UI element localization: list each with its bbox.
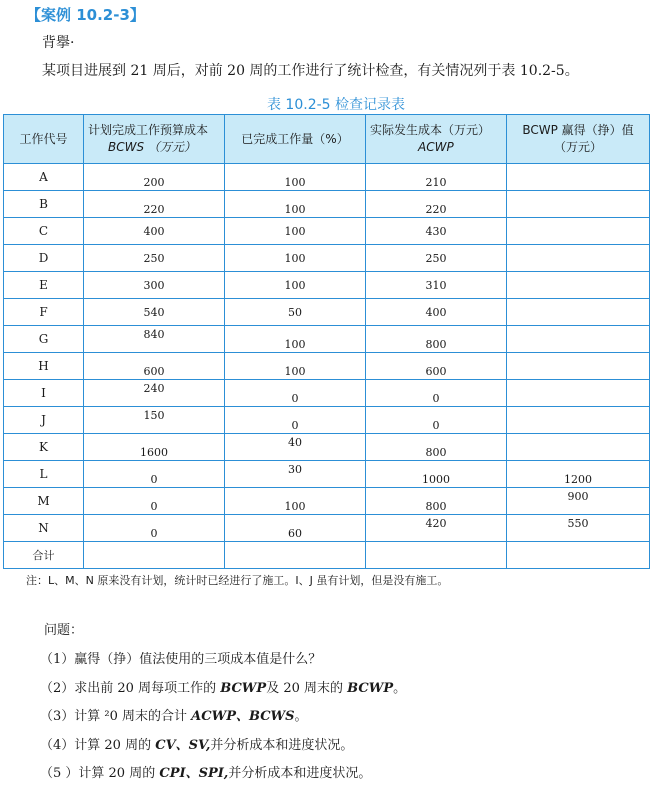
cell-bcws: 600 <box>84 353 225 380</box>
cell-code: C <box>4 218 84 245</box>
cell-completed <box>225 542 366 569</box>
header-code: 工作代号 <box>4 115 84 164</box>
cell-acwp: 600 <box>366 353 507 380</box>
cell-acwp: 800 <box>366 434 507 461</box>
question-5: （5 ）计算 20 周的 CPI、SPI,并分析成本和进度状况。 <box>40 766 372 781</box>
cell-acwp: 1000 <box>366 461 507 488</box>
table-row <box>4 164 650 191</box>
cell-completed: 100 <box>225 272 366 299</box>
cell-bcwp <box>507 272 650 299</box>
cell-acwp: 220 <box>366 191 507 218</box>
cell-bcws: 0 <box>84 488 225 515</box>
table-row <box>4 299 650 326</box>
table-caption: 表 10.2-5 检查记录表 <box>266 97 406 113</box>
background-label: 背擧· <box>42 35 75 51</box>
cell-acwp: 210 <box>366 164 507 191</box>
cell-code: B <box>4 191 84 218</box>
table-total-row <box>4 542 650 569</box>
cell-completed: 0 <box>225 407 366 434</box>
table-row <box>4 272 650 299</box>
question-4: （4）计算 20 周的 CV、SV,并分析成本和进度状况。 <box>40 738 354 753</box>
question-3: （3）计算 ²0 周末的合计 ACWP、BCWS。 <box>40 709 308 724</box>
cell-acwp: 250 <box>366 245 507 272</box>
cell-bcwp <box>507 218 650 245</box>
header-bcwp: BCWP 赢得（挣）值 （万元） <box>507 115 650 164</box>
cell-bcws: 250 <box>84 245 225 272</box>
cell-bcwp <box>507 434 650 461</box>
table-note: 注：L、M、N 原来没有计划，统计时已经进行了施工。I、J 虽有计划，但是没有施工。 <box>26 574 449 587</box>
cell-bcws <box>84 542 225 569</box>
table-row <box>4 245 650 272</box>
cell-acwp: 0 <box>366 380 507 407</box>
cell-completed: 100 <box>225 218 366 245</box>
cell-bcws: 1600 <box>84 434 225 461</box>
cell-bcwp: 1200 <box>507 461 650 488</box>
cell-bcws: 200 <box>84 164 225 191</box>
cell-bcws: 0 <box>84 461 225 488</box>
cell-code: G <box>4 326 84 353</box>
cell-completed: 60 <box>225 515 366 542</box>
questions-title: 问题： <box>44 623 84 638</box>
cell-bcwp <box>507 326 650 353</box>
cell-acwp: 310 <box>366 272 507 299</box>
cell-acwp: 800 <box>366 488 507 515</box>
cell-completed: 0 <box>225 380 366 407</box>
cell-acwp: 430 <box>366 218 507 245</box>
cell-acwp: 800 <box>366 326 507 353</box>
cell-bcws: 150 <box>84 407 225 434</box>
cell-bcws: 220 <box>84 191 225 218</box>
cell-bcwp <box>507 245 650 272</box>
table-row <box>4 218 650 245</box>
cell-code: M <box>4 488 84 515</box>
cell-code: J <box>4 407 84 434</box>
cell-completed: 100 <box>225 164 366 191</box>
question-2: （2）求出前 20 周每项工作的 BCWP及 20 周末的 BCWP。 <box>40 681 407 696</box>
table-row <box>4 326 650 353</box>
cell-bcwp <box>507 299 650 326</box>
cell-bcwp: 900 <box>507 488 650 515</box>
table-row <box>4 461 650 488</box>
header-completed: 已完成工作量（%） <box>225 115 366 164</box>
cell-code: E <box>4 272 84 299</box>
table-row <box>4 191 650 218</box>
cell-bcwp <box>507 164 650 191</box>
question-1: （1）赢得（挣）值法使用的三项成本值是什么？ <box>40 652 322 667</box>
cell-completed: 100 <box>225 245 366 272</box>
table-row <box>4 380 650 407</box>
cell-bcws: 540 <box>84 299 225 326</box>
cell-code: F <box>4 299 84 326</box>
cell-bcwp <box>507 353 650 380</box>
cell-code: L <box>4 461 84 488</box>
cell-acwp: 420 <box>366 515 507 542</box>
cell-bcwp <box>507 191 650 218</box>
table-header-row <box>4 115 650 164</box>
cell-acwp: 0 <box>366 407 507 434</box>
cell-bcws: 0 <box>84 515 225 542</box>
cell-bcws: 840 <box>84 326 225 353</box>
cell-acwp: 400 <box>366 299 507 326</box>
cell-bcwp <box>507 407 650 434</box>
table-row <box>4 434 650 461</box>
cell-bcws: 300 <box>84 272 225 299</box>
cell-completed: 40 <box>225 434 366 461</box>
cell-code: D <box>4 245 84 272</box>
table-row <box>4 488 650 515</box>
cell-code: H <box>4 353 84 380</box>
table-row <box>4 515 650 542</box>
cell-code: N <box>4 515 84 542</box>
cell-completed: 100 <box>225 191 366 218</box>
table-row <box>4 407 650 434</box>
header-acwp: 实际发生成本（万元） ACWP <box>366 115 507 164</box>
cell-bcws: 240 <box>84 380 225 407</box>
inspection-record-table <box>3 114 650 569</box>
table-row <box>4 353 650 380</box>
cell-bcwp <box>507 542 650 569</box>
cell-acwp <box>366 542 507 569</box>
cell-completed: 100 <box>225 353 366 380</box>
cell-completed: 30 <box>225 461 366 488</box>
cell-code: A <box>4 164 84 191</box>
header-bcws: 计划完成工作预算成本 BCWS （万元） <box>84 115 225 164</box>
cell-bcws: 400 <box>84 218 225 245</box>
cell-completed: 100 <box>225 326 366 353</box>
cell-total-label: 合计 <box>4 542 84 569</box>
intro-text: 某项目进展到 21 周后，对前 20 周的工作进行了统计检查，有关情况列于表 10.2-5。 <box>42 63 579 79</box>
cell-bcwp <box>507 380 650 407</box>
case-title: 【案例 10.2-3】 <box>26 6 145 24</box>
cell-bcwp: 550 <box>507 515 650 542</box>
cell-code: I <box>4 380 84 407</box>
cell-code: K <box>4 434 84 461</box>
cell-completed: 100 <box>225 488 366 515</box>
cell-completed: 50 <box>225 299 366 326</box>
